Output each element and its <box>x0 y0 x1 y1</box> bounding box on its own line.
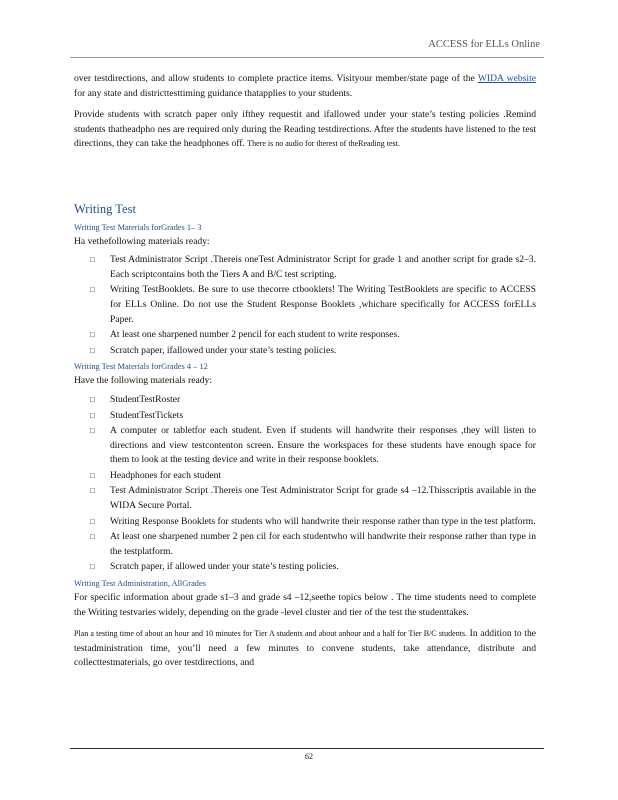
list-item: □ Writing Response Booklets for students who will handwrite their response rather than type in the test platform. <box>74 515 536 530</box>
paragraph-plan-testing-time <box>74 627 536 671</box>
materials-intro: Ha vethefollowing materials ready: <box>74 235 210 247</box>
bullet-icon: □ <box>90 255 95 265</box>
list-item: □ StudentTestTickets <box>74 409 536 424</box>
paragraph-text: over testdirections, and allow students to complete practice items. Visityour member/state page of the <box>74 73 475 84</box>
paragraph-text: In addition to the testadministration time, you’ll need a few minutes to convene students, take attendance, distribute and collecttestmaterials, go over testdirections, and <box>74 628 537 669</box>
bullet-icon: □ <box>90 285 95 295</box>
section-title-writing-test: Writing Test <box>74 201 136 216</box>
list-item: □ A computer or tabletfor each student. Even if students will handwrite their responses ,they will listen to directions and view testcontenton screen. Ensure the workspaces for these students have enough space for them to look at the testing device and write in their response booklets. <box>90 425 536 466</box>
running-header: ACCESS for ELLs Online <box>428 39 540 50</box>
header-divider <box>70 57 544 58</box>
paragraph-scratch-paper <box>74 108 536 152</box>
list-item: □ Scratch paper, if allowed under your state’s testing policies. <box>74 560 536 575</box>
page-number: 62 <box>305 752 313 761</box>
page-body <box>74 72 536 671</box>
list-item: □ Writing TestBooklets. Be sure to use thecorre ctbooklets! The Writing TestBooklets are specific to ACCESS for ELLs Online. Do not use the Student Response Booklets ,whichare specifically for ACCESS forELLs Paper. <box>90 284 536 325</box>
subheading-grades-4-12: Writing Test Materials forGrades 4 – 12 <box>74 362 208 372</box>
bullet-icon: □ <box>90 516 95 526</box>
list-item: □ At least one sharpened number 2 pen cil for each studentwho will handwrite their response rather than type in the testplatform. <box>90 531 536 557</box>
materials-intro: Have the following materials ready: <box>74 375 212 387</box>
wida-website-link[interactable]: WIDA website <box>477 73 536 84</box>
subheading-test-administration: Writing Test Administration, AllGrades <box>74 579 206 589</box>
list-item: □ Test Administrator Script .Thereis oneTest Administrator Script for grade 1 and another script for grade s2–3. Each scriptcontains both the Tiers A and B/C test scripting. <box>90 254 536 280</box>
materials-list-grades-4-12 <box>74 393 536 575</box>
list-item: □ StudentTestRoster <box>74 393 536 408</box>
materials-list-grades-1-3 <box>74 253 536 358</box>
list-item: □ At least one sharpened number 2 pencil for each student to write responses. <box>74 328 536 343</box>
bullet-icon: □ <box>90 486 95 496</box>
bullet-icon: □ <box>90 532 95 542</box>
bullet-icon: □ <box>90 410 95 420</box>
bullet-icon: □ <box>90 426 95 436</box>
paragraph-practice-items <box>74 72 536 101</box>
bullet-icon: □ <box>90 562 95 572</box>
bullet-icon: □ <box>90 345 95 355</box>
bullet-icon: □ <box>90 470 95 480</box>
bullet-icon: □ <box>90 394 95 404</box>
list-item: □ Headphones for each student <box>74 469 536 484</box>
paragraph-small-text: There is no audio for therest of theReading test. <box>247 139 400 149</box>
list-item: □ Test Administrator Script .Thereis one Test Administrator Script for grade s4 –12.Thisscriptis available in the WIDA Secure Portal. <box>90 485 536 512</box>
paragraph-text: for any state and districttesttiming guidance thatapplies to your students. <box>74 87 353 99</box>
footer-divider <box>70 748 544 749</box>
list-item: □ Scratch paper, ifallowed under your state’s testing policies. <box>74 344 536 359</box>
paragraph-small-text: Plan a testing time of about an hour and 10 minutes for Tier A students and about anhour and a half for Tier B/C students. <box>74 629 468 639</box>
paragraph-text: Provide students with scratch paper only ifthey requestit and ifallowed under your state’s testing policies .Remind students thatheadpho nes are required only during the Reading testdirections. After the students have listened to the test directions, they can take the headphones off. <box>74 109 536 150</box>
bullet-icon: □ <box>90 330 95 340</box>
subheading-grades-1-3: Writing Test Materials forGrades 1– 3 <box>74 222 202 232</box>
paragraph-test-time: For specific information about grade s1–3 and grade s4 –12,seethe topics below . The time students need to complete the Writing testvaries widely, depending on the grade -level cluster and tier of the test the studenttakes. <box>74 592 536 618</box>
